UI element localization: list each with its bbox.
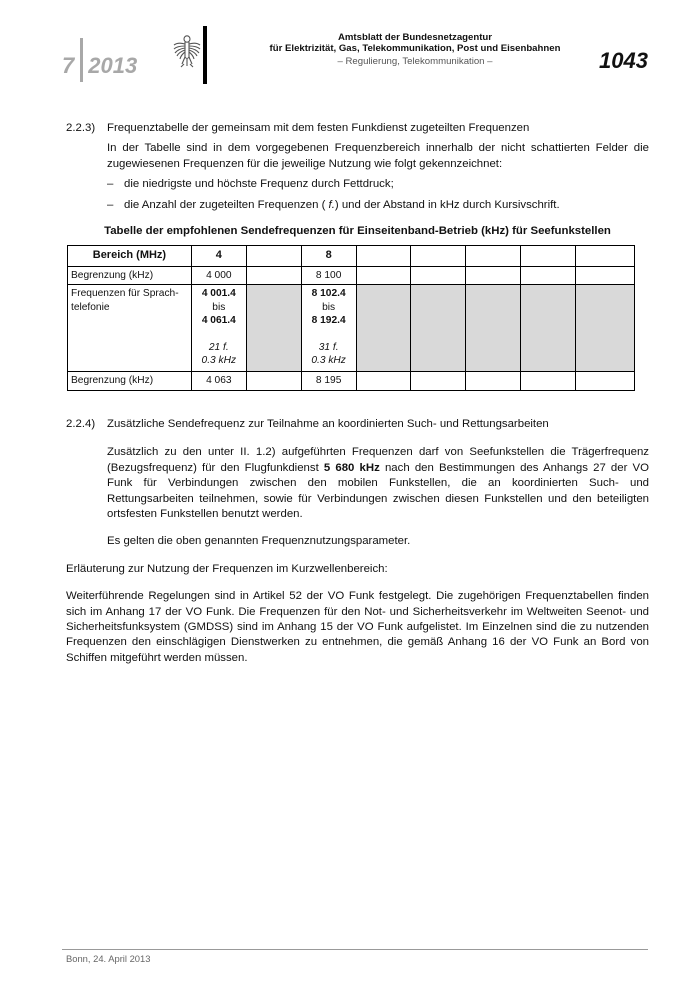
section-title: Zusätzliche Sendefrequenz zur Teilnahme an koordinierten Such- und Rettungsarbeiten bbox=[107, 417, 549, 430]
header-col-4mhz: 4 bbox=[191, 246, 246, 267]
table-title: Tabelle der empfohlenen Sendefrequenzen für Einseitenband-Betrieb (kHz) für Seefunkstellen bbox=[104, 225, 611, 238]
list-item bbox=[107, 198, 649, 213]
shaded-cell bbox=[246, 285, 301, 372]
gazette-title bbox=[215, 32, 615, 67]
header-bar bbox=[203, 26, 207, 84]
list-dash: – bbox=[107, 178, 114, 191]
section-number: 2.2.4) bbox=[66, 417, 96, 430]
section-224-paragraph: Zusätzlich zu den unter II. 1.2) aufgeführten Frequenzen darf von Seefunkstellen die Trägerfrequenz (Bezugsfrequenz) für den Flugfunkdienst 5 680 kHz nach den Bestimmungen des Anhangs 27 der VO Funk für Verbindungen zwischen den mobilen Funkstellen, die an koordinierten Such- und Rettungsarbeiten teilnehmen, sowie für Verbindungen zwischen diesen Funkstellen und den beteiligten ortsfesten Funkstellen benutzt werden. bbox=[107, 446, 649, 520]
list-item-text: die Anzahl der zugeteilten Frequenzen ( f.) und der Abstand in kHz durch Kursivschrift. bbox=[124, 198, 560, 211]
main-content bbox=[66, 121, 649, 666]
cell-value: 8 100 bbox=[301, 266, 356, 285]
header-col-8mhz: 8 bbox=[301, 246, 356, 267]
list-item bbox=[107, 177, 649, 192]
section-224-heading bbox=[66, 417, 649, 432]
shaded-cell bbox=[356, 285, 411, 372]
footer-divider bbox=[62, 949, 648, 950]
table-row bbox=[68, 285, 635, 372]
list-dash: – bbox=[107, 198, 114, 211]
section-223-intro: In der Tabelle sind in dem vorgegebenen Frequenzbereich innerhalb der nicht schattierten Felder die zugewiesenen Frequenzen für die jeweilige Nutzung wie folgt gekennzeichnet: bbox=[107, 142, 649, 170]
cell-value: 4 000 bbox=[191, 266, 246, 285]
frequency-range-cell: 4 001.4 bis 4 061.4 21 f. 0.3 kHz bbox=[191, 285, 246, 372]
shaded-cell bbox=[576, 285, 635, 372]
frequency-table bbox=[67, 245, 635, 391]
shaded-cell bbox=[466, 285, 521, 372]
section-223-heading bbox=[66, 121, 649, 136]
section-title: Frequenztabelle der gemeinsam mit dem festen Funkdienst zugeteilten Frequenzen bbox=[107, 122, 530, 134]
federal-eagle-icon bbox=[172, 33, 202, 69]
issue-year: 2013 bbox=[88, 53, 138, 78]
list-item-text: die niedrigste und höchste Frequenz durch Fettdruck; bbox=[124, 178, 394, 191]
shaded-cell bbox=[521, 285, 576, 372]
frequency-range-cell: 8 102.4 bis 8 192.4 31 f. 0.3 kHz bbox=[301, 285, 356, 372]
shaded-cell bbox=[411, 285, 466, 372]
cell-value: 8 195 bbox=[301, 372, 356, 391]
table-row bbox=[68, 266, 635, 285]
gazette-title-line1: Amtsblatt der Bundesnetzagentur bbox=[337, 32, 493, 43]
table-row bbox=[68, 372, 635, 391]
cell-value: 4 063 bbox=[191, 372, 246, 391]
table-header-row bbox=[68, 246, 635, 267]
footer-date: Bonn, 24. April 2013 bbox=[66, 953, 151, 964]
gazette-title-line2: für Elektrizität, Gas, Telekommunikation, Post und Eisenbahnen bbox=[269, 43, 561, 54]
issue-label: 7 bbox=[62, 53, 75, 78]
issue-number bbox=[62, 44, 137, 88]
section-224-note: Es gelten die oben genannten Frequenznutzungsparameter. bbox=[107, 535, 411, 548]
issue-separator bbox=[80, 38, 83, 82]
gazette-subtitle: – Regulierung, Telekommunikation – bbox=[337, 56, 493, 67]
section-number: 2.2.3) bbox=[66, 122, 96, 134]
header-label: Bereich (MHz) bbox=[68, 246, 192, 267]
explanation-paragraph: Weiterführende Regelungen sind in Artikel 52 der VO Funk festgelegt. Die zugehörigen Frequenztabellen finden sich im Anhang 17 der VO Funk. Die Frequenzen für den Not- und Sicherheitsverkehr im Weltweiten Seenot- und Sicherheitsfunksystem (GMDSS) sind im Anhang 15 der VO Funk aufgelistet. Im Einzelnen sind die zu nutzenden Frequenzen den einschlägigen Dienstwerken zu entnehmen, die gemäß Anhang 16 der VO Funk an Bord von Schiffen mitgeführt werden müssen. bbox=[66, 590, 649, 664]
row-label: Begrenzung (kHz) bbox=[68, 266, 192, 285]
page-number: 1043 bbox=[599, 48, 648, 73]
explanation-heading: Erläuterung zur Nutzung der Frequenzen im Kurzwellenbereich: bbox=[66, 562, 388, 575]
row-label: Frequenzen für Sprach-telefonie bbox=[68, 285, 192, 372]
row-label: Begrenzung (kHz) bbox=[68, 372, 192, 391]
